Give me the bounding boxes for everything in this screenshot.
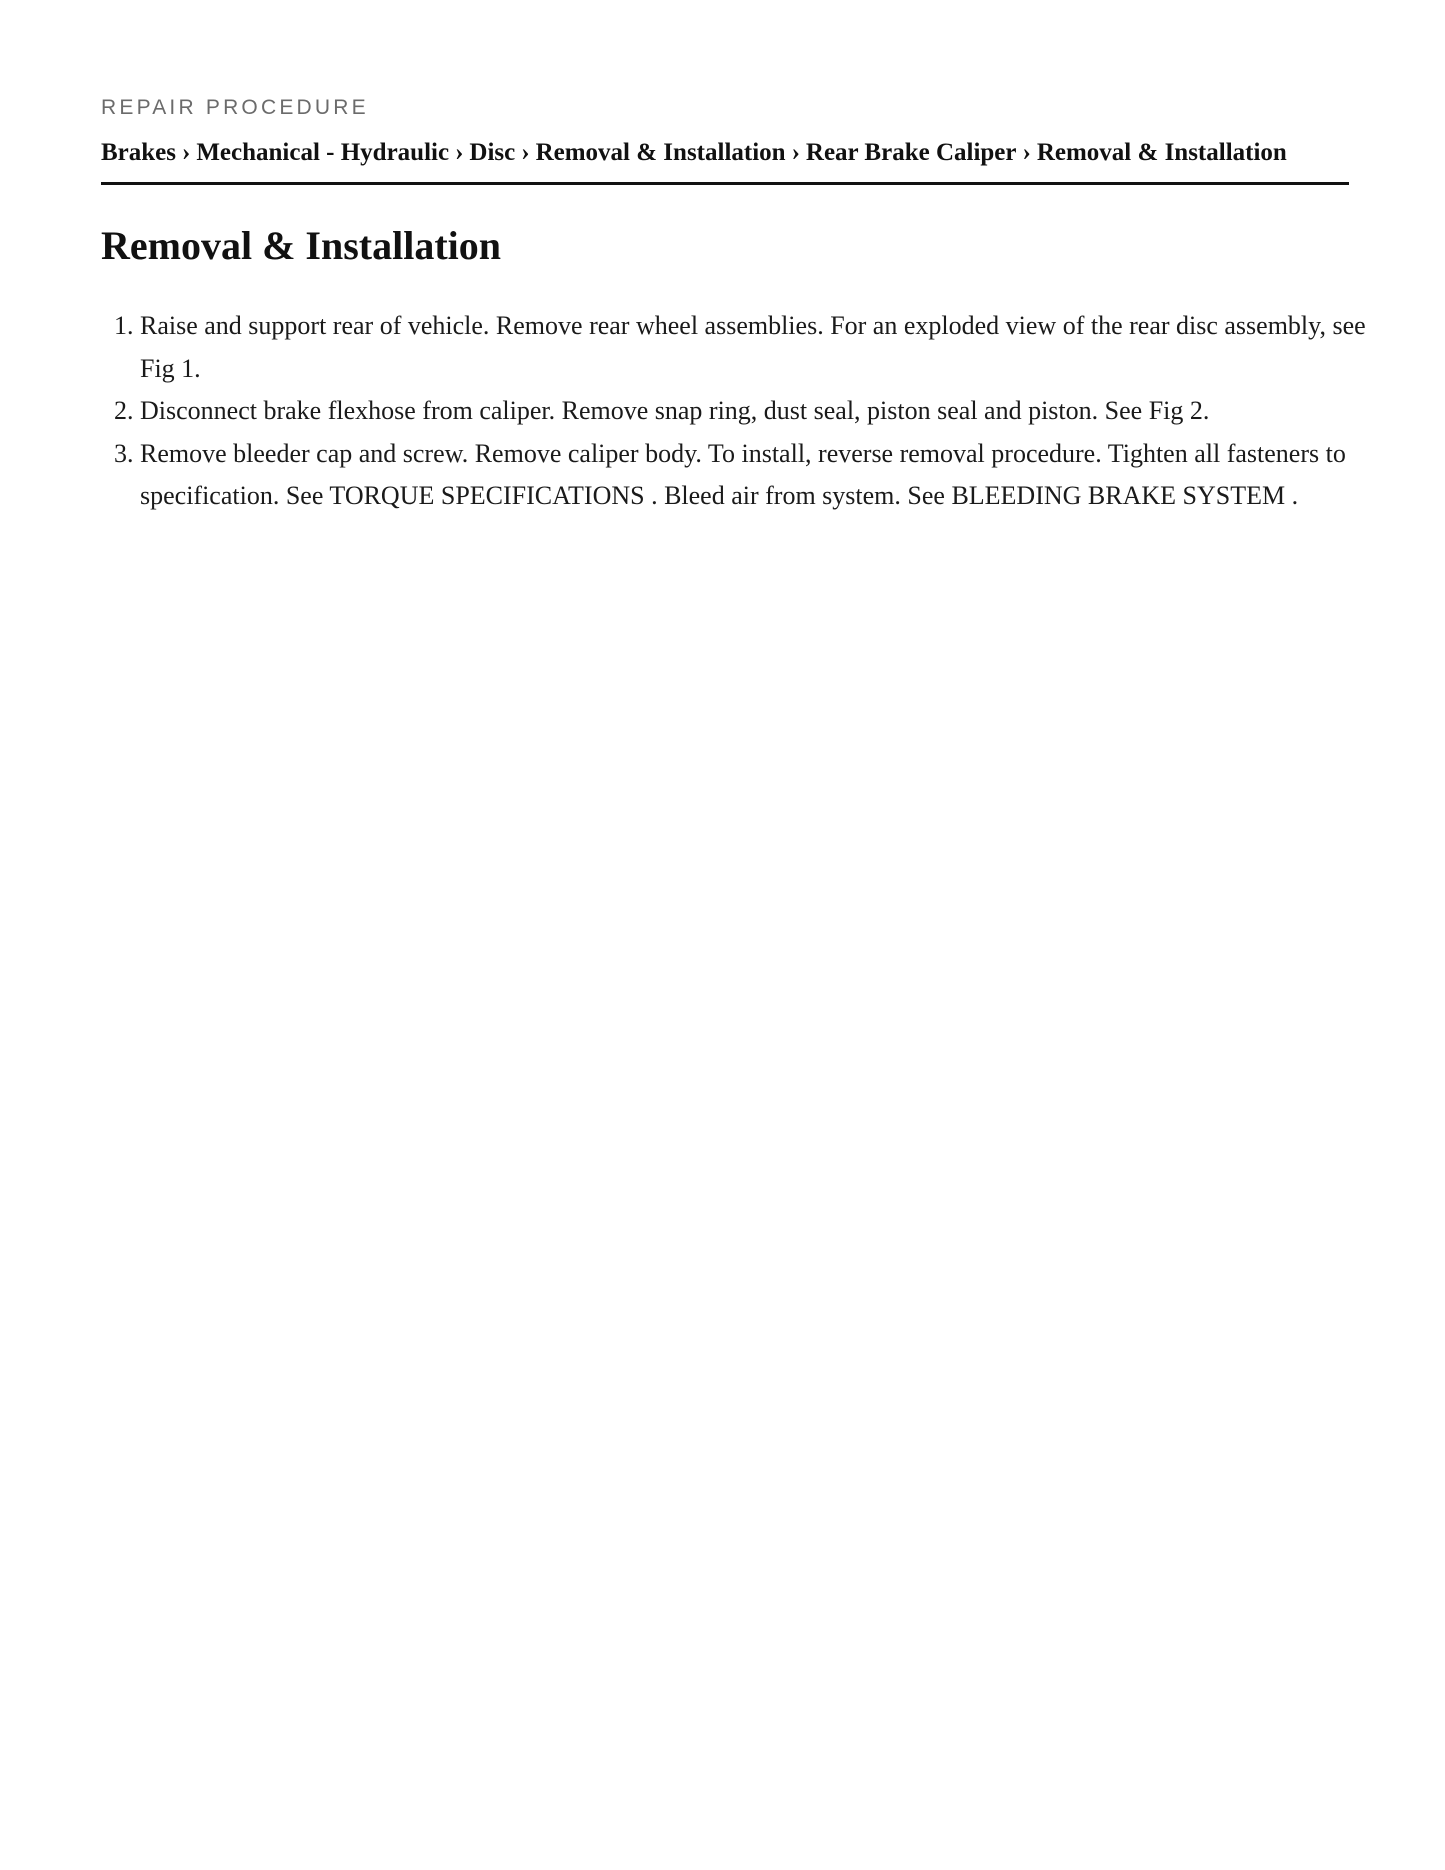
breadcrumb-separator: › bbox=[182, 139, 191, 166]
breadcrumb-item-current: Removal & Installation bbox=[1036, 139, 1287, 166]
breadcrumb-separator: › bbox=[455, 139, 464, 166]
header-divider bbox=[101, 182, 1349, 185]
breadcrumb-item-removal-installation[interactable]: Removal & Installation bbox=[535, 139, 786, 166]
section-eyebrow: REPAIR PROCEDURE bbox=[101, 96, 369, 119]
breadcrumb-item-mechanical-hydraulic[interactable]: Mechanical - Hydraulic bbox=[196, 139, 450, 166]
breadcrumb-separator: › bbox=[521, 139, 530, 166]
procedure-step: 3. Remove bleeder cap and screw. Remove caliper body. To install, reverse removal procedure. Tighten all fasteners to specification. See TORQUE SPECIFICATIONS . Bleed air from system. See BLEEDING BRAKE SYSTEM . bbox=[140, 433, 1380, 518]
procedure-step: 2. Disconnect brake flexhose from caliper. Remove snap ring, dust seal, piston seal and piston. See Fig 2. bbox=[140, 390, 1380, 433]
breadcrumb-item-disc[interactable]: Disc bbox=[469, 139, 516, 166]
procedure-steps bbox=[101, 305, 1380, 518]
document-page bbox=[101, 0, 1366, 518]
page-title: Removal & Installation bbox=[101, 223, 501, 268]
procedure-step: 1. Raise and support rear of vehicle. Remove rear wheel assemblies. For an exploded view of the rear disc assembly, see Fig 1. bbox=[140, 305, 1380, 390]
breadcrumb-separator: › bbox=[791, 139, 800, 166]
breadcrumb-item-rear-brake-caliper[interactable]: Rear Brake Caliper bbox=[805, 139, 1017, 166]
breadcrumb-item-brakes[interactable]: Brakes bbox=[101, 139, 176, 166]
breadcrumb bbox=[101, 137, 1349, 169]
breadcrumb-separator: › bbox=[1022, 139, 1031, 166]
